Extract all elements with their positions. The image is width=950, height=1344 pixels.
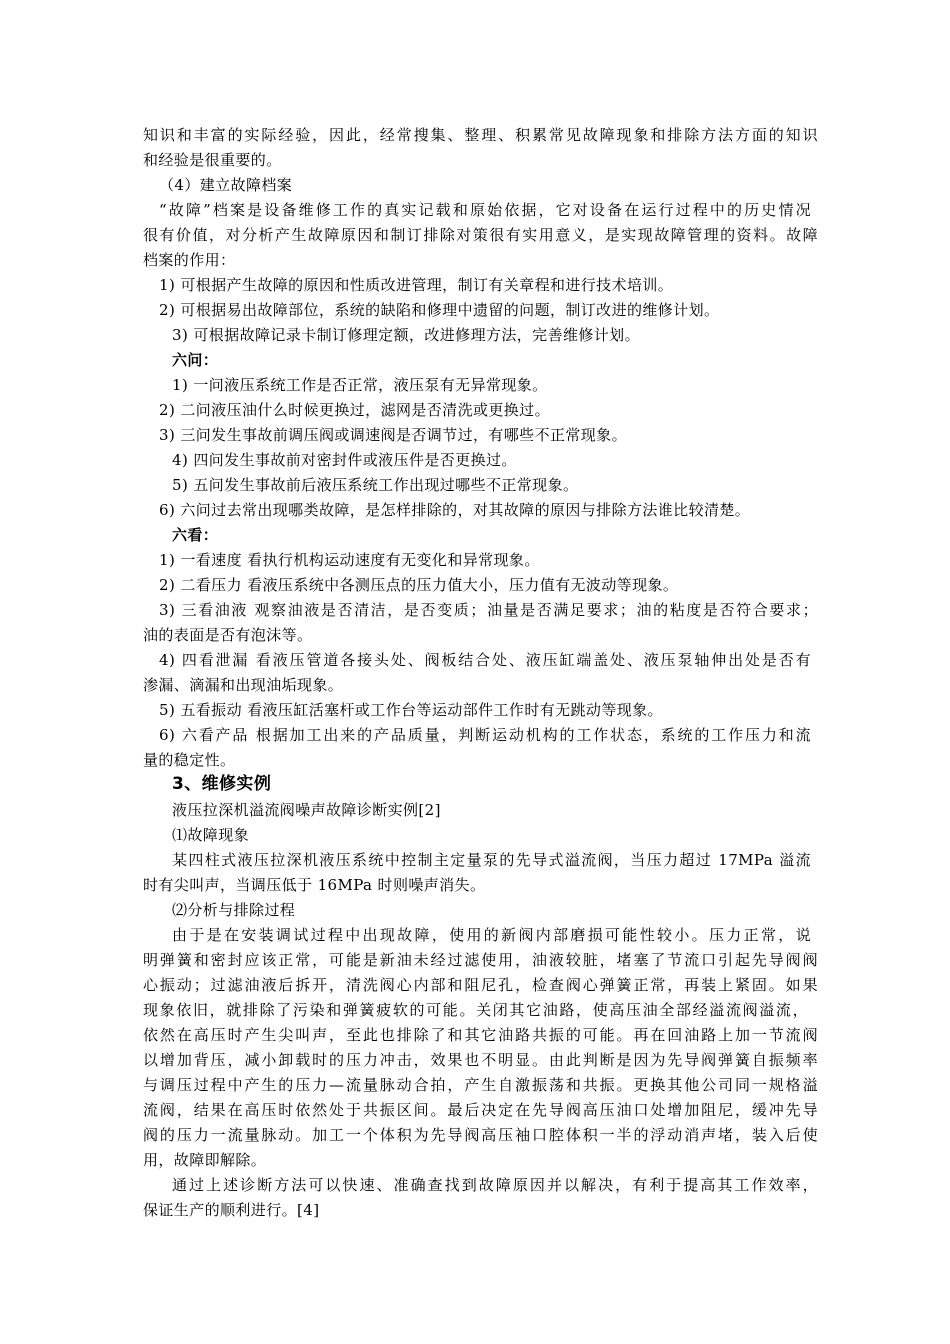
paragraph-line: 和经验是很重要的。 xyxy=(143,151,282,169)
paragraph-line: 某四柱式液压拉深机液压系统中控制主定量泵的先导式溢流阀，当压力超过 17MPa 溢流 xyxy=(172,851,811,869)
paragraph-line: 心振动；过滤油液后拆开，清洗阀心内部和阻尼孔，检查阀心弹簧正常，再装上紧固。如果 xyxy=(143,976,818,994)
list-item: 2) 二问液压油什么时候更换过，滤网是否清洗或更换过。 xyxy=(159,401,550,419)
paragraph-line: 很有价值，对分析产生故障原因和制订排除对策很有实用意义，是实现故障管理的资料。故障 xyxy=(143,226,818,244)
subsection-heading: ⑴故障现象 xyxy=(172,826,250,844)
example-title: 液压拉深机溢流阀噪声故障诊断实例[2] xyxy=(172,801,441,819)
paragraph-line: 由于是在安装调试过程中出现故障，使用的新阀内部磨损可能性较小。压力正常，说 xyxy=(172,926,811,944)
paragraph-line: 油的表面是否有泡沫等。 xyxy=(143,626,313,644)
paragraph-line: 用，故障即解除。 xyxy=(143,1151,267,1169)
list-item: 1) 一看速度 看执行机构运动速度有无变化和异常现象。 xyxy=(159,551,540,569)
list-item: 5) 五看振动 看液压缸活塞杆或工作台等运动部件工作时有无跳动等现象。 xyxy=(159,701,663,719)
paragraph-line: 通过上述诊断方法可以快速、准确查找到故障原因并以解决，有利于提高其工作效率， xyxy=(172,1176,818,1194)
list-item: 3) 可根据故障记录卡制订修理定额，改进修理方法，完善维修计划。 xyxy=(172,326,640,344)
list-item: 1) 一问液压系统工作是否正常，液压泵有无异常现象。 xyxy=(172,376,548,394)
paragraph-line: 现象依旧，就排除了污染和弹簧疲软的可能。关闭其它油路，使高压油全部经溢流阀溢流， xyxy=(143,1001,808,1019)
paragraph-line: 流阀，结果在高压时依然处于共振区间。最后决定在先导阀高压油口处增加阻尼，缓冲先导 xyxy=(143,1101,818,1119)
list-item: 4) 四看泄漏 看液压管道各接头处、阀板结合处、液压缸端盖处、液压泵轴伸出处是否有 xyxy=(159,651,811,669)
list-item: 4) 四问发生事故前对密封件或液压件是否更换过。 xyxy=(172,451,517,469)
paragraph-line: “故障”档案是设备维修工作的真实记载和原始依据，它对设备在运行过程中的历史情况 xyxy=(159,201,811,219)
list-item: 2) 可根据易出故障部位，系统的缺陷和修理中遗留的问题，制订改进的维修计划。 xyxy=(159,301,720,319)
paragraph-line: 渗漏、滴漏和出现油垢现象。 xyxy=(143,676,344,694)
paragraph-line: 明弹簧和密封应该正常，可能是新油未经过滤使用，油液较脏，堵塞了节流口引起先导阀阀 xyxy=(143,951,818,969)
paragraph-line: 量的稳定性。 xyxy=(143,751,236,769)
list-item: 2) 二看压力 看液压系统中各测压点的压力值大小，压力值有无波动等现象。 xyxy=(159,576,679,594)
list-item: 3) 三问发生事故前调压阀或调速阀是否调节过，有哪些不正常现象。 xyxy=(159,426,627,444)
list-item: 6) 六看产品 根据加工出来的产品质量，判断运动机构的工作状态，系统的工作压力和流 xyxy=(159,726,811,744)
paragraph-line: 时有尖叫声，当调压低于 16MPa 时则噪声消失。 xyxy=(143,876,486,894)
list-item: 6) 六问过去常出现哪类故障，是怎样排除的，对其故障的原因与排除方法谁比较清楚。 xyxy=(159,501,751,519)
subsection-heading: 六问： xyxy=(172,351,219,369)
section-heading: 3、维修实例 xyxy=(172,774,272,794)
paragraph-line: 知识和丰富的实际经验，因此，经常搜集、整理、积累常见故障现象和排除方法方面的知识 xyxy=(143,126,818,144)
paragraph-line: 与调压过程中产生的压力—流量脉动合拍，产生自激振荡和共振。更换其他公司同一规格溢 xyxy=(143,1076,818,1094)
paragraph-line: 阀的压力一流量脉动。加工一个体积为先导阀高压袖口腔体积一半的浮动消声堵，装入后使 xyxy=(143,1126,818,1144)
list-item: 3) 三看油液 观察油液是否清洁，是否变质；油量是否满足要求；油的粘度是否符合要求； xyxy=(159,601,818,619)
paragraph-line: 档案的作用： xyxy=(143,251,236,269)
subsection-heading: 六看： xyxy=(172,526,219,544)
list-item: 1) 可根据产生故障的原因和性质改进管理，制订有关章程和进行技术培训。 xyxy=(159,276,674,294)
list-item: 5) 五问发生事故前后液压系统工作出现过哪些不正常现象。 xyxy=(172,476,579,494)
paragraph-line: 依然在高压时产生尖叫声，至此也排除了和其它油路共振的可能。再在回油路上加一节流阀 xyxy=(143,1026,818,1044)
paragraph-line: 保证生产的顺利进行。[4] xyxy=(143,1201,320,1219)
paragraph-line: 以增加背压，减小卸载时的压力冲击，效果也不明显。由此判断是因为先导阀弹簧自振频率 xyxy=(143,1051,818,1069)
subsection-heading: ⑵分析与排除过程 xyxy=(172,901,296,919)
section-heading: （4）建立故障档案 xyxy=(159,176,293,194)
